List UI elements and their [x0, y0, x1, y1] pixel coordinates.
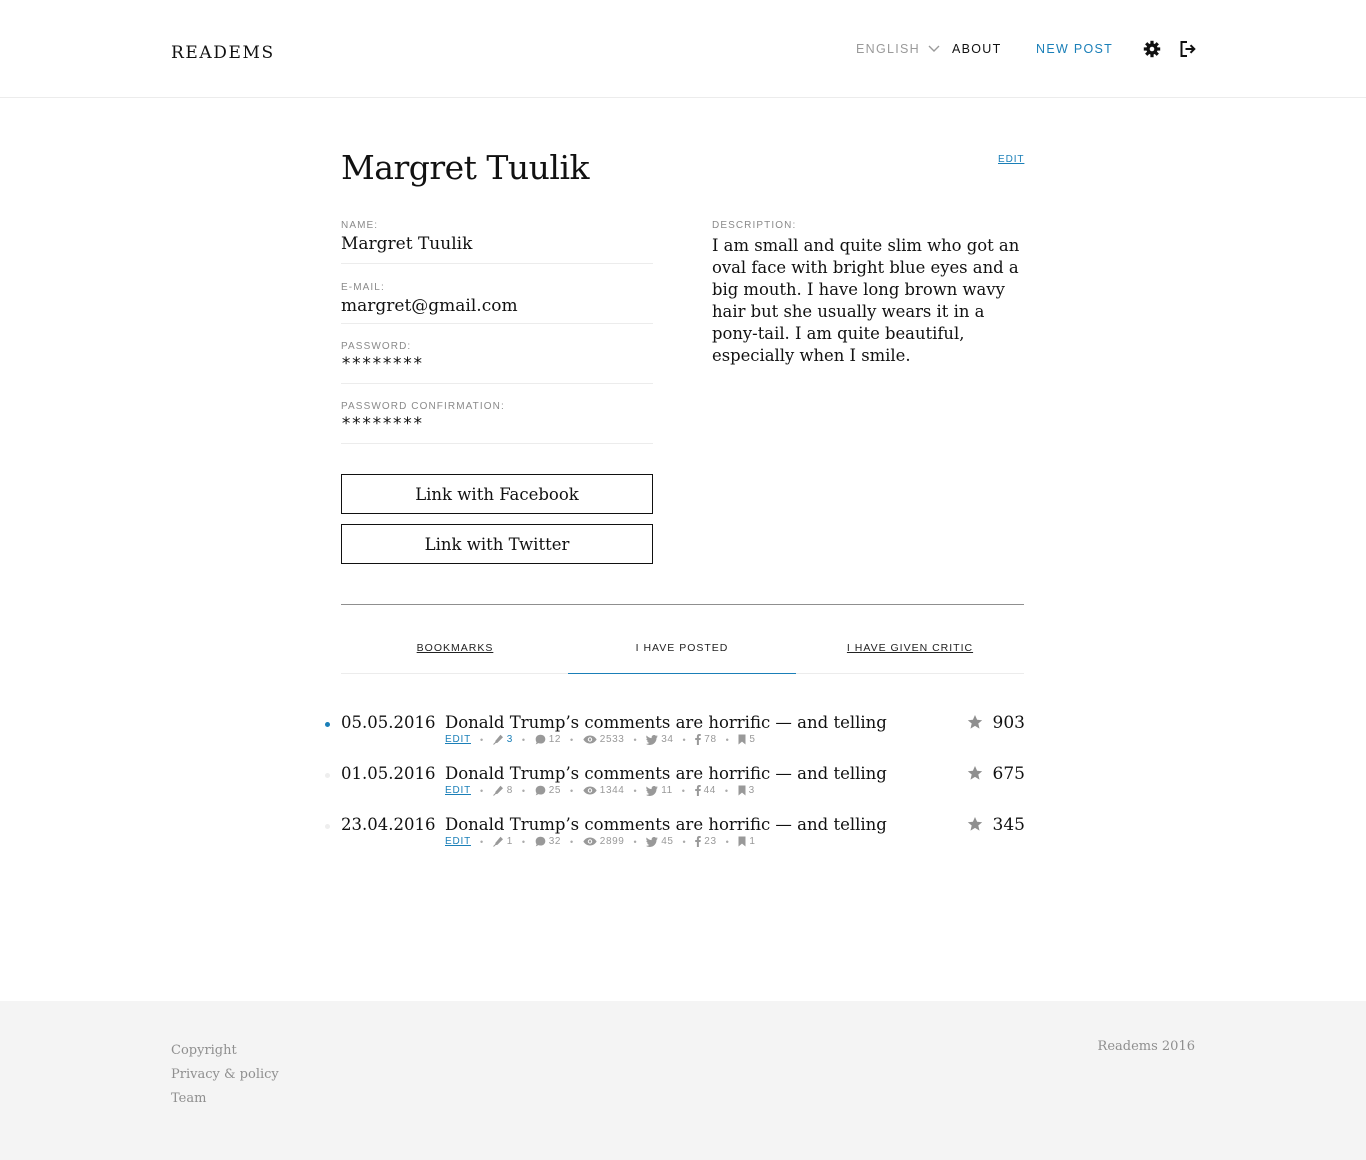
tab-bookmarks-label: BOOKMARKS — [416, 642, 494, 654]
tab-i-have-given-critic[interactable] — [796, 634, 1024, 674]
critic-icon — [493, 785, 504, 796]
meta-separator: • — [682, 836, 687, 847]
bookmark-icon — [738, 734, 746, 745]
post-meta — [445, 734, 756, 745]
footer-links — [171, 1039, 279, 1111]
password-value: ******** — [341, 354, 423, 374]
name-value: Margret Tuulik — [341, 234, 473, 254]
meta-separator: • — [570, 734, 574, 745]
comments-stat — [535, 734, 561, 745]
critics-stat — [493, 836, 513, 847]
comments-count: 32 — [548, 836, 562, 847]
bookmark-icon — [738, 785, 746, 796]
tab-i-have-posted-label: I HAVE POSTED — [635, 642, 729, 654]
footer-link-privacy-policy[interactable]: Privacy & policy — [171, 1067, 279, 1082]
critics-count: 8 — [506, 785, 513, 796]
meta-separator: • — [479, 836, 484, 847]
tweets-stat — [646, 734, 673, 745]
email-value: margret@gmail.com — [341, 296, 518, 316]
comments-count: 25 — [548, 785, 562, 796]
facebook-icon — [695, 785, 701, 796]
comment-icon — [535, 734, 546, 745]
facebook-count: 23 — [704, 836, 717, 847]
facebook-count: 44 — [703, 785, 716, 796]
twitter-icon — [646, 837, 658, 847]
password-confirmation-field[interactable] — [341, 401, 653, 444]
post-row — [325, 764, 1025, 810]
bookmarks-stat — [738, 785, 755, 796]
language-selector[interactable] — [856, 42, 940, 56]
password-field[interactable] — [341, 341, 653, 384]
post-edit-link[interactable]: EDIT — [445, 785, 471, 796]
meta-separator: • — [570, 785, 574, 796]
post-score: 345 — [992, 815, 1025, 835]
profile-tabs — [341, 634, 1024, 674]
meta-separator: • — [521, 734, 526, 745]
facebook-stat — [695, 836, 716, 847]
post-edit-link[interactable]: EDIT — [445, 734, 471, 745]
meta-separator: • — [682, 734, 687, 745]
tab-i-have-given-critic-label: I HAVE GIVEN CRITIC — [846, 642, 974, 654]
post-row — [325, 815, 1025, 861]
post-date: 01.05.2016 — [341, 764, 436, 783]
bookmarks-stat — [738, 836, 755, 847]
comments-stat — [535, 785, 561, 796]
email-label: E-MAIL: — [341, 282, 385, 293]
edit-profile-link[interactable]: EDIT — [998, 154, 1025, 165]
twitter-icon — [646, 735, 658, 745]
post-row — [325, 713, 1025, 759]
meta-separator: • — [633, 785, 638, 796]
tweets-count: 11 — [661, 785, 673, 796]
post-date: 23.04.2016 — [341, 815, 436, 834]
meta-separator: • — [633, 734, 638, 745]
logout-icon[interactable] — [1179, 40, 1197, 58]
comments-count: 12 — [548, 734, 562, 745]
bookmark-icon — [738, 836, 746, 847]
bookmarks-stat — [738, 734, 755, 745]
password-confirmation-value: ******** — [341, 414, 423, 434]
tweets-stat — [646, 836, 673, 847]
views-count: 1344 — [599, 785, 625, 796]
eye-icon — [583, 786, 597, 795]
link-twitter-button[interactable]: Link with Twitter — [341, 524, 653, 564]
footer-link-copyright[interactable]: Copyright — [171, 1043, 237, 1058]
critic-icon — [493, 836, 504, 847]
nav-new-post-link[interactable]: NEW POST — [1036, 42, 1114, 56]
facebook-stat — [695, 734, 716, 745]
description-text[interactable]: I am small and quite slim who got an oval face with bright blue eyes and a big mouth. I have long brown wavy hair but she usually wears it in a pony-tail. I am quite beautiful, especially when I smile. — [712, 236, 1020, 365]
section-divider — [341, 604, 1024, 605]
site-footer — [0, 1001, 1366, 1160]
tab-i-have-posted[interactable] — [568, 634, 796, 674]
star-icon[interactable] — [967, 714, 983, 730]
meta-separator: • — [725, 734, 730, 745]
meta-separator: • — [479, 785, 484, 796]
meta-separator: • — [521, 785, 526, 796]
comment-icon — [535, 836, 546, 847]
post-date: 05.05.2016 — [341, 713, 436, 732]
bookmarks-count: 1 — [749, 836, 756, 847]
nav-about-link[interactable]: ABOUT — [952, 42, 1002, 56]
post-title[interactable]: Donald Trump’s comments are horrific — and telling — [445, 764, 887, 783]
post-status-dot — [325, 824, 330, 829]
meta-separator: • — [681, 785, 686, 796]
email-field[interactable] — [341, 282, 653, 324]
critics-stat — [493, 785, 513, 796]
bookmarks-count: 5 — [749, 734, 756, 745]
views-count: 2899 — [599, 836, 625, 847]
site-header — [0, 0, 1366, 98]
facebook-icon — [695, 734, 701, 745]
tweets-count: 34 — [661, 734, 674, 745]
chevron-down-icon — [928, 45, 940, 53]
site-logo[interactable]: READEMS — [171, 43, 275, 63]
password-label: PASSWORD: — [341, 341, 412, 352]
name-label: NAME: — [341, 220, 379, 231]
bookmarks-count: 3 — [748, 785, 755, 796]
language-label: ENGLISH — [856, 42, 920, 56]
critics-stat — [493, 734, 513, 745]
twitter-icon — [646, 786, 658, 796]
eye-icon — [583, 837, 597, 846]
footer-copyright: Readems 2016 — [1097, 1039, 1195, 1054]
comments-stat — [535, 836, 561, 847]
link-facebook-button[interactable]: Link with Facebook — [341, 474, 653, 514]
facebook-count: 78 — [704, 734, 717, 745]
star-icon[interactable] — [967, 765, 983, 781]
post-status-dot — [325, 773, 330, 778]
critics-count: 1 — [506, 836, 513, 847]
meta-separator: • — [633, 836, 638, 847]
tab-bookmarks[interactable] — [341, 634, 569, 674]
page-title: Margret Tuulik — [341, 148, 590, 187]
critics-count: 3 — [506, 734, 513, 745]
critic-icon — [493, 734, 504, 745]
post-meta — [445, 785, 755, 796]
post-meta — [445, 836, 756, 847]
star-icon[interactable] — [967, 816, 983, 832]
meta-separator: • — [724, 785, 729, 796]
post-title[interactable]: Donald Trump’s comments are horrific — and telling — [445, 815, 887, 834]
post-edit-link[interactable]: EDIT — [445, 836, 471, 847]
description-label: DESCRIPTION: — [712, 220, 797, 231]
post-score: 675 — [992, 764, 1025, 784]
tweets-count: 45 — [661, 836, 674, 847]
views-stat — [583, 785, 625, 796]
gear-icon[interactable] — [1143, 40, 1161, 58]
meta-separator: • — [521, 836, 526, 847]
post-title[interactable]: Donald Trump’s comments are horrific — and telling — [445, 713, 887, 732]
views-count: 2533 — [599, 734, 625, 745]
password-confirmation-label: PASSWORD CONFIRMATION: — [341, 401, 505, 412]
post-score: 903 — [992, 713, 1025, 733]
meta-separator: • — [479, 734, 484, 745]
post-status-dot — [325, 722, 330, 727]
eye-icon — [583, 735, 597, 744]
comment-icon — [535, 785, 546, 796]
meta-separator: • — [570, 836, 574, 847]
views-stat — [583, 836, 625, 847]
facebook-stat — [695, 785, 716, 796]
name-field[interactable] — [341, 220, 653, 264]
facebook-icon — [695, 836, 701, 847]
meta-separator: • — [725, 836, 730, 847]
footer-link-team[interactable]: Team — [171, 1091, 207, 1106]
views-stat — [583, 734, 625, 745]
tweets-stat — [646, 785, 673, 796]
